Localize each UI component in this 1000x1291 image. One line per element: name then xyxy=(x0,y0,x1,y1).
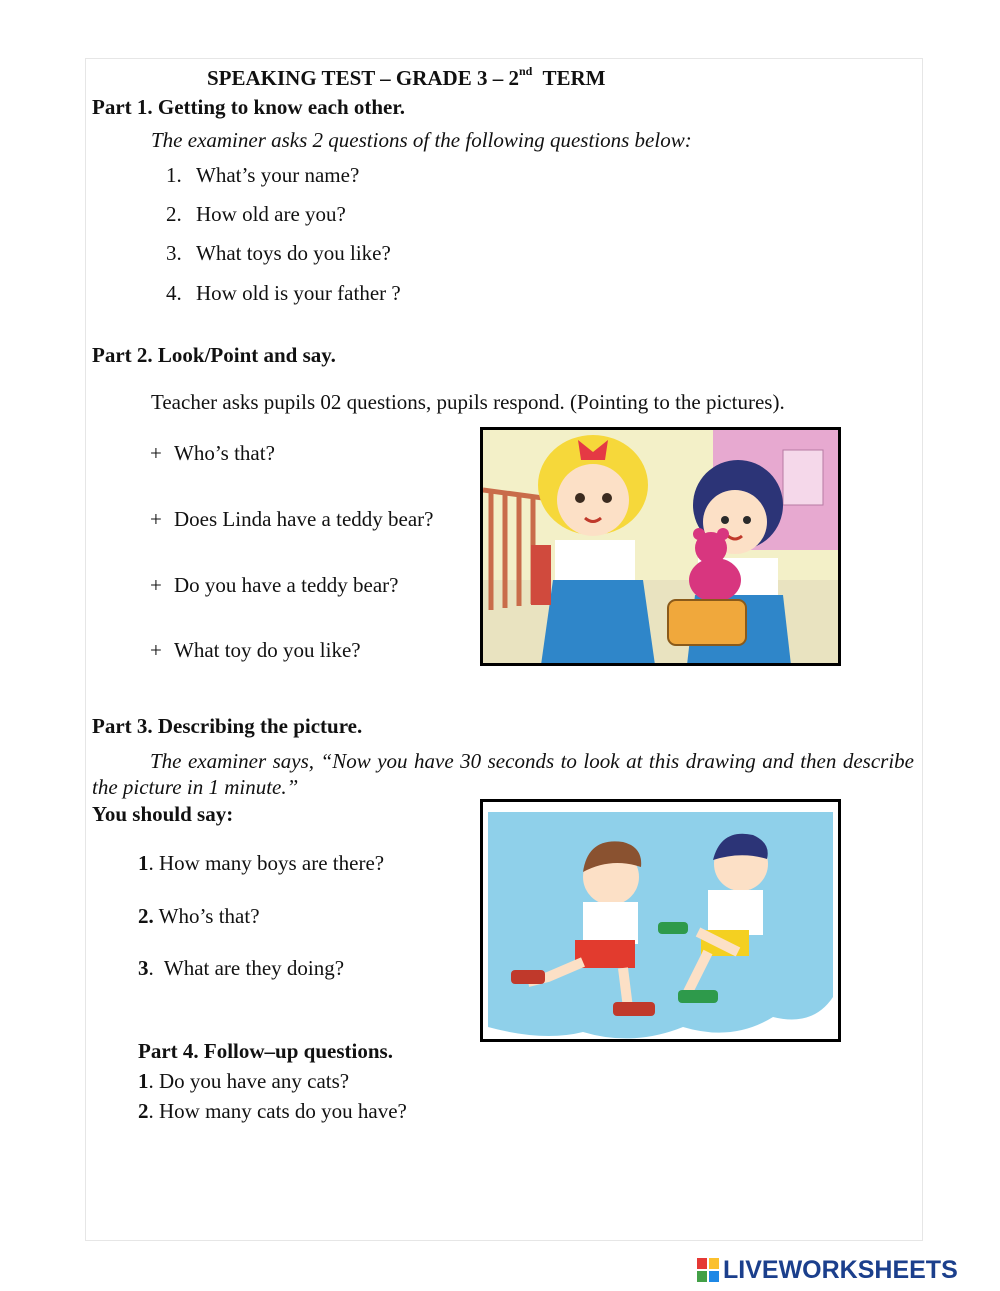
logo-blocks-icon xyxy=(697,1258,719,1282)
part3-instruction: The examiner says, “Now you have 30 seconds to look at this drawing and then describe the picture in 1 minute.” xyxy=(92,749,914,799)
girls-with-teddy-bear-picture xyxy=(480,427,841,666)
part4-heading: Part 4. Follow–up questions. xyxy=(138,1039,393,1063)
part3-heading: Part 3. Describing the picture. xyxy=(92,714,363,738)
part1-instruction: The examiner asks 2 questions of the following questions below: xyxy=(151,128,692,152)
list-item: 1. What’s your name? xyxy=(166,163,360,187)
list-item: 3. What toys do you like? xyxy=(166,241,391,265)
part3-should-say: You should say: xyxy=(92,802,234,826)
list-item: 4. How old is your father ? xyxy=(166,281,401,305)
list-item: 3. What are they doing? xyxy=(138,956,345,980)
list-item: 2. Who’s that? xyxy=(138,904,260,928)
part2-instruction: Teacher asks pupils 02 questions, pupils respond. (Pointing to the pictures). xyxy=(151,390,785,414)
list-item: 2. How many cats do you have? xyxy=(138,1099,407,1123)
list-item: 1. How many boys are there? xyxy=(138,851,385,875)
list-item: + Who’s that? xyxy=(150,441,275,465)
list-item: + Do you have a teddy bear? xyxy=(150,573,399,597)
list-item: + What toy do you like? xyxy=(150,638,361,662)
list-item: 2. How old are you? xyxy=(166,202,346,226)
list-item: + Does Linda have a teddy bear? xyxy=(150,507,434,531)
part1-heading: Part 1. Getting to know each other. xyxy=(92,95,406,119)
list-item: 1. Do you have any cats? xyxy=(138,1069,350,1093)
part2-heading: Part 2. Look/Point and say. xyxy=(92,343,336,367)
page-title: SPEAKING TEST – GRADE 3 – 2nd TERM xyxy=(207,64,606,90)
boys-roller-skating-picture xyxy=(480,799,841,1042)
logo-text: LIVEWORKSHEETS xyxy=(723,1256,958,1284)
liveworksheets-logo[interactable] xyxy=(697,1257,958,1283)
